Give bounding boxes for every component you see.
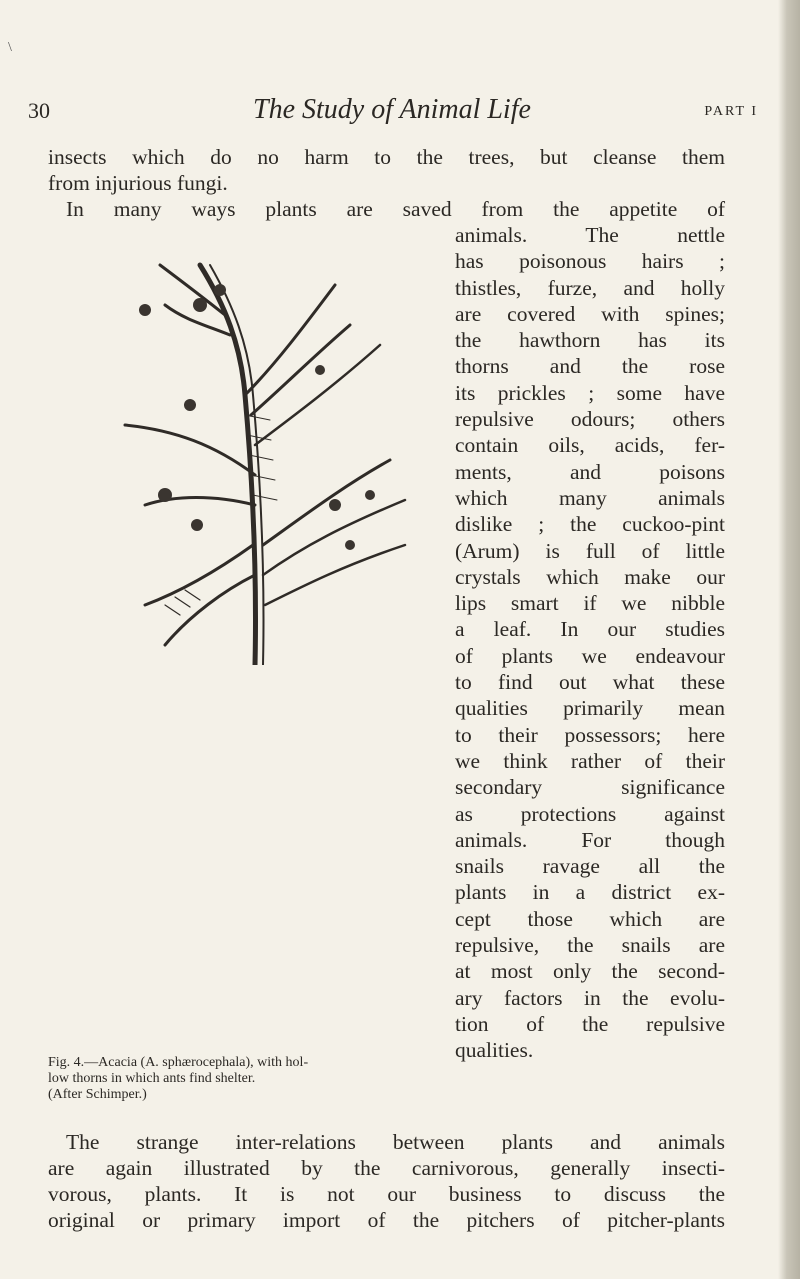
column-line: (Arum) is full of little <box>455 538 725 563</box>
column-line: which many animals <box>455 485 725 510</box>
body-line-2: from injurious fungi. <box>48 171 228 195</box>
figure-caption <box>48 1055 458 1103</box>
running-title: The Study of Animal Life <box>253 94 531 125</box>
column-line: contain oils, acids, fer- <box>455 433 725 458</box>
column-line: ary factors in the evolu- <box>455 985 725 1010</box>
column-line: snails ravage all the <box>455 854 725 879</box>
bottom-line-4: original or primary import of the pitchers of pitcher-plants <box>48 1208 725 1232</box>
column-line: plants in a district ex- <box>455 880 725 905</box>
column-line: to their possessors; here <box>455 722 725 747</box>
column-line: to find out what these <box>455 670 725 695</box>
column-line: a leaf. In our studies <box>455 617 725 642</box>
column-line: crystals which make our <box>455 564 725 589</box>
body-line-1: insects which do no harm to the trees, but cleanse them <box>48 145 725 169</box>
margin-mark: \ <box>8 40 12 55</box>
column-line: qualities. <box>455 1038 534 1063</box>
column-line: dislike ; the cuckoo-pint <box>455 512 725 537</box>
column-line: thorns and the rose <box>455 354 725 379</box>
part-label: PART I <box>704 104 758 119</box>
column-line: secondary significance <box>455 775 725 800</box>
column-line: as protections against <box>455 801 725 826</box>
column-line: are covered with spines; <box>455 301 725 326</box>
column-line: animals. For though <box>455 827 725 852</box>
acacia-illustration <box>105 245 445 665</box>
column-line: at most only the second- <box>455 959 725 984</box>
column-line: repulsive, the snails are <box>455 933 725 958</box>
page-number: 30 <box>28 98 50 123</box>
column-line: has poisonous hairs ; <box>455 249 725 274</box>
column-line: ments, and poisons <box>455 459 725 484</box>
column-line: qualities primarily mean <box>455 696 725 721</box>
column-line: animals. The nettle <box>455 223 725 247</box>
bottom-line-3: vorous, plants. It is not our business to discuss the <box>48 1182 725 1206</box>
column-line: lips smart if we nibble <box>455 591 725 616</box>
bottom-line-1: The strange inter-relations between plants and animals <box>66 1130 725 1154</box>
caption-line: low thorns in which ants find shelter. <box>48 1071 256 1086</box>
caption-line: Fig. 4.—Acacia (A. sphærocephala), with hol- <box>48 1055 309 1070</box>
caption-line: (After Schimper.) <box>48 1087 147 1102</box>
column-line: of plants we endeavour <box>455 643 725 668</box>
text-column <box>455 222 725 1064</box>
column-line: thistles, furze, and holly <box>455 275 725 300</box>
column-line: tion of the repulsive <box>455 1011 725 1036</box>
column-line: its prickles ; some have <box>455 380 725 405</box>
column-line: the hawthorn has its <box>455 328 725 353</box>
page-edge-shadow <box>778 0 800 1279</box>
body-line-3: In many ways plants are saved from the appetite of <box>66 197 725 221</box>
running-header <box>28 94 768 128</box>
column-line: repulsive odours; others <box>455 407 725 432</box>
column-line: we think rather of their <box>455 748 725 773</box>
column-line: cept those which are <box>455 906 725 931</box>
bottom-line-2: are again illustrated by the carnivorous, generally insecti- <box>48 1156 725 1180</box>
